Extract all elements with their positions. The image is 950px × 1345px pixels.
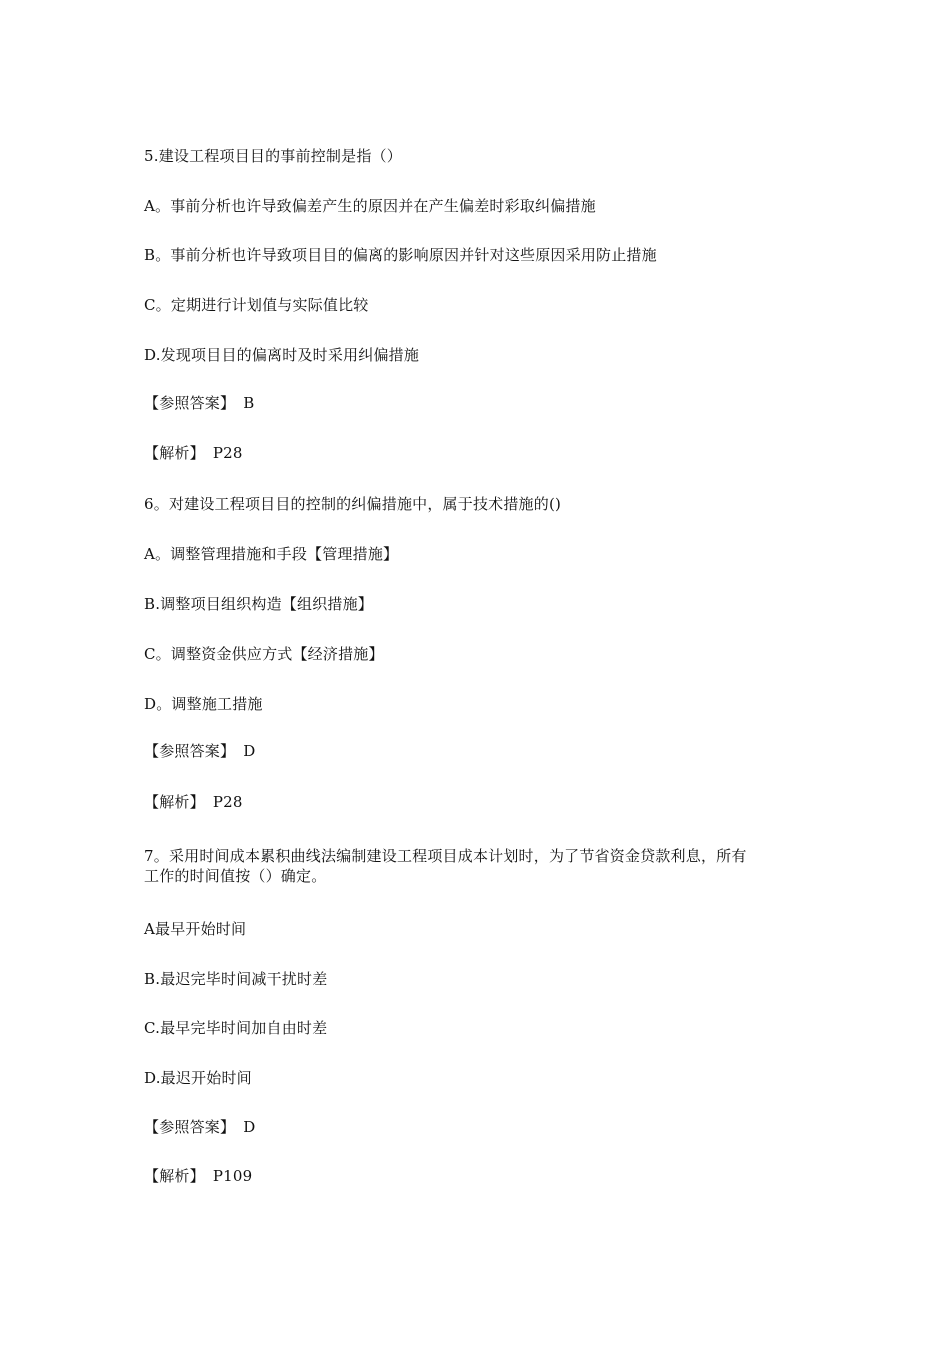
analysis-value: P109 (212, 1167, 253, 1185)
question-7-option-c: C.最早完毕时间加自由时差 (144, 1019, 328, 1037)
question-6-analysis (144, 792, 824, 812)
question-6-answer (144, 741, 824, 761)
analysis-label: 【解析】 (144, 444, 205, 462)
question-5-option-d: D.发现项目目的偏离时及时采用纠偏措施 (144, 346, 420, 364)
answer-label: 【参照答案】 (144, 742, 236, 760)
question-7-analysis (144, 1166, 824, 1186)
question-7-option-a: A最早开始时间 (144, 920, 247, 938)
question-6-option-c: C。调整资金供应方式【经济措施】 (144, 645, 384, 663)
question-5-option-b: B。事前分析也许导致项目目的偏离的影响原因并针对这些原因采用防止措施 (144, 246, 657, 264)
question-5-analysis (144, 443, 824, 463)
analysis-label: 【解析】 (144, 1167, 205, 1185)
question-7-option-d: D.最迟开始时间 (144, 1069, 252, 1087)
analysis-label: 【解析】 (144, 793, 205, 811)
question-6-option-b: B.调整项目组织构造【组织措施】 (144, 595, 373, 613)
question-5-option-a: A。事前分析也许导致偏差产生的原因并在产生偏差时彩取纠偏措施 (144, 197, 596, 215)
question-5-stem: 5.建设工程项目目的事前控制是指（） (144, 147, 402, 165)
question-6-option-a: A。调整管理措施和手段【管理措施】 (144, 545, 399, 563)
answer-label: 【参照答案】 (144, 394, 236, 412)
question-6-option-d: D。调整施工措施 (144, 695, 263, 713)
question-5-answer (144, 393, 824, 413)
question-5-option-c: C。定期进行计划值与实际值比较 (144, 296, 369, 314)
question-6-stem: 6。对建设工程项目目的控制的纠偏措施中，属于技术措施的() (144, 495, 562, 513)
answer-value: B (243, 394, 255, 412)
analysis-value: P28 (212, 444, 243, 462)
answer-value: D (243, 1118, 256, 1136)
question-7-answer (144, 1117, 824, 1137)
answer-value: D (243, 742, 256, 760)
analysis-value: P28 (212, 793, 243, 811)
question-7-option-b: B.最迟完毕时间减干扰时差 (144, 970, 328, 988)
question-7-stem: 7。采用时间成本累积曲线法编制建设工程项目成本计划时，为了节省资金贷款利息，所有工作的时间值按（）确定。 (144, 847, 747, 885)
answer-label: 【参照答案】 (144, 1118, 236, 1136)
